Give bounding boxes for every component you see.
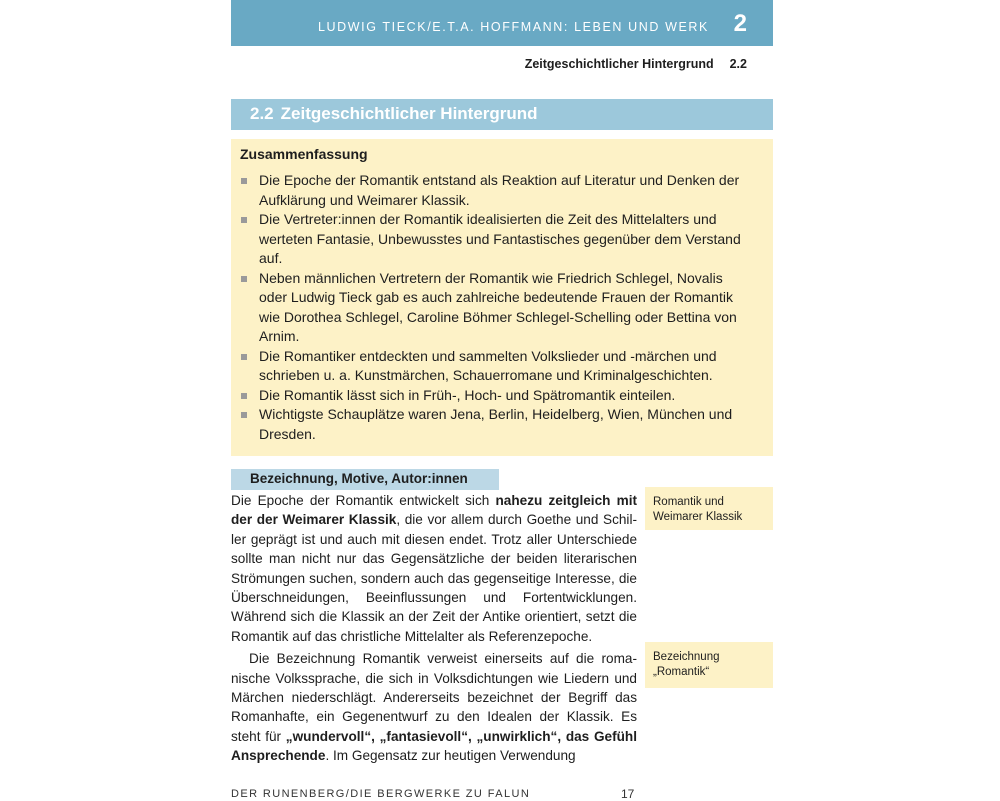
summary-item-text: Wichtigste Schauplätze waren Jena, Berlin, Heidelberg, Wien, München und Dresden.	[259, 406, 733, 442]
chapter-number: 2	[733, 10, 747, 37]
summary-item	[231, 405, 773, 444]
margin-note-line: Romantik und	[653, 496, 724, 508]
summary-item-text: Die Vertreter:innen der Romantik idealisierten die Zeit des Mittelalters und werteten Fantasie, Unbewusstes und Fantastisches gegenüber dem Verstand auf.	[259, 211, 741, 266]
bullet-square-icon	[241, 178, 247, 184]
body-text-run: Die Epoche der Romantik entwickelt sich	[231, 493, 496, 508]
summary-item-text: Die Romantiker entdeckten und sammelten Volkslieder und -märchen und schrieben u. a. Kunstmärchen, Schauerromane und Kriminalgeschichten.	[259, 347, 717, 383]
running-head	[231, 57, 747, 71]
body-text-run: . Im Gegensatz zur heutigen Verwendung	[325, 748, 576, 764]
subsection-title-band	[231, 469, 499, 490]
summary-item	[231, 269, 773, 347]
chapter-header-title: LUDWIG TIECK/E.T.A. HOFFMANN: LEBEN UND WERK	[317, 20, 709, 34]
running-head-number: 2.2	[729, 57, 747, 71]
footer-title: DER RUNENBERG/DIE BERGWERKE ZU FALUN	[231, 788, 531, 800]
chapter-header-band	[231, 0, 773, 46]
summary-item	[231, 171, 773, 210]
bullet-square-icon	[241, 412, 247, 418]
body-text-run: Die Bezeichnung Romantik verweist einerseits auf die romanische Volkssprache, die sich in Volksdichtungen wie Liedern und Märchen niederschlägt. Andererseits bezeichnet der Begriff das Romanhafte, ein Gegenentwurf zu den Idealen der Klassik. Es steht für	[231, 651, 637, 744]
summary-list	[231, 171, 773, 444]
body-paragraph	[231, 649, 637, 765]
margin-note-line: Weimarer Klassik	[653, 510, 743, 523]
summary-heading: Zusammenfassung	[240, 146, 368, 162]
bullet-square-icon	[241, 354, 247, 360]
bullet-square-icon	[241, 276, 247, 282]
summary-item-text: Die Romantik lässt sich in Früh-, Hoch- und Spätromantik einteilen.	[259, 386, 676, 403]
summary-item	[231, 347, 773, 386]
subsection-title: Bezeichnung, Motive, Autor:innen	[250, 471, 468, 486]
margin-note-bezeichnung	[645, 642, 773, 688]
bullet-square-icon	[241, 217, 247, 223]
summary-item-text: Die Epoche der Romantik entstand als Reaktion auf Literatur und Denken der Aufklärung und Weimarer Klassik.	[259, 172, 740, 208]
body-paragraph	[231, 491, 637, 646]
section-title	[250, 104, 538, 124]
body-emphasis: nahezu zeitgleich mit der der Weimarer Klassik	[231, 493, 637, 528]
page-number: 17	[621, 787, 635, 801]
summary-box	[231, 139, 773, 456]
body-emphasis: „wundervoll“, „fantasievoll“, „unwirklich“, das Gefühl Ansprechende	[231, 728, 637, 764]
margin-note-romantik-klassik	[645, 487, 773, 530]
summary-item	[231, 210, 773, 269]
summary-item-text: Neben männlichen Vertretern der Romantik wie Friedrich Schlegel, Novalis oder Ludwig Tieck gab es auch zahlreiche bedeutende Frauen der Romantik wie Dorothea Schlegel, Caroline Böhmer Schlegel-Schelling oder Bettina von Arnim.	[259, 269, 737, 344]
summary-item	[231, 386, 773, 406]
running-head-title: Zeitgeschichtlicher Hintergrund	[524, 57, 714, 71]
margin-note-line: Bezeichnung	[653, 651, 720, 663]
section-number: 2.2	[250, 104, 274, 123]
section-title-text: Zeitgeschichtlicher Hintergrund	[280, 104, 538, 123]
body-text	[231, 491, 637, 766]
body-text-run: , die vor allem durch Goethe und Schiller geprägt ist und auch mit diesen endet. Trotz aller Unterschiede sollte man nicht nur das Gegensätzliche der beiden literarischen Strömungen suchen, sondern auch das gegenseitige Interesse, die Überschneidungen, Beeinflussungen und Fortentwicklungen. Während sich die Klassik an der Zeit der Antike orientiert, setzt die Romantik auf das christliche Mittelalter als Referenzepoche.	[231, 512, 637, 644]
bullet-square-icon	[241, 393, 247, 399]
margin-note-line: „Romantik“	[653, 665, 710, 678]
section-title-band	[231, 99, 773, 130]
